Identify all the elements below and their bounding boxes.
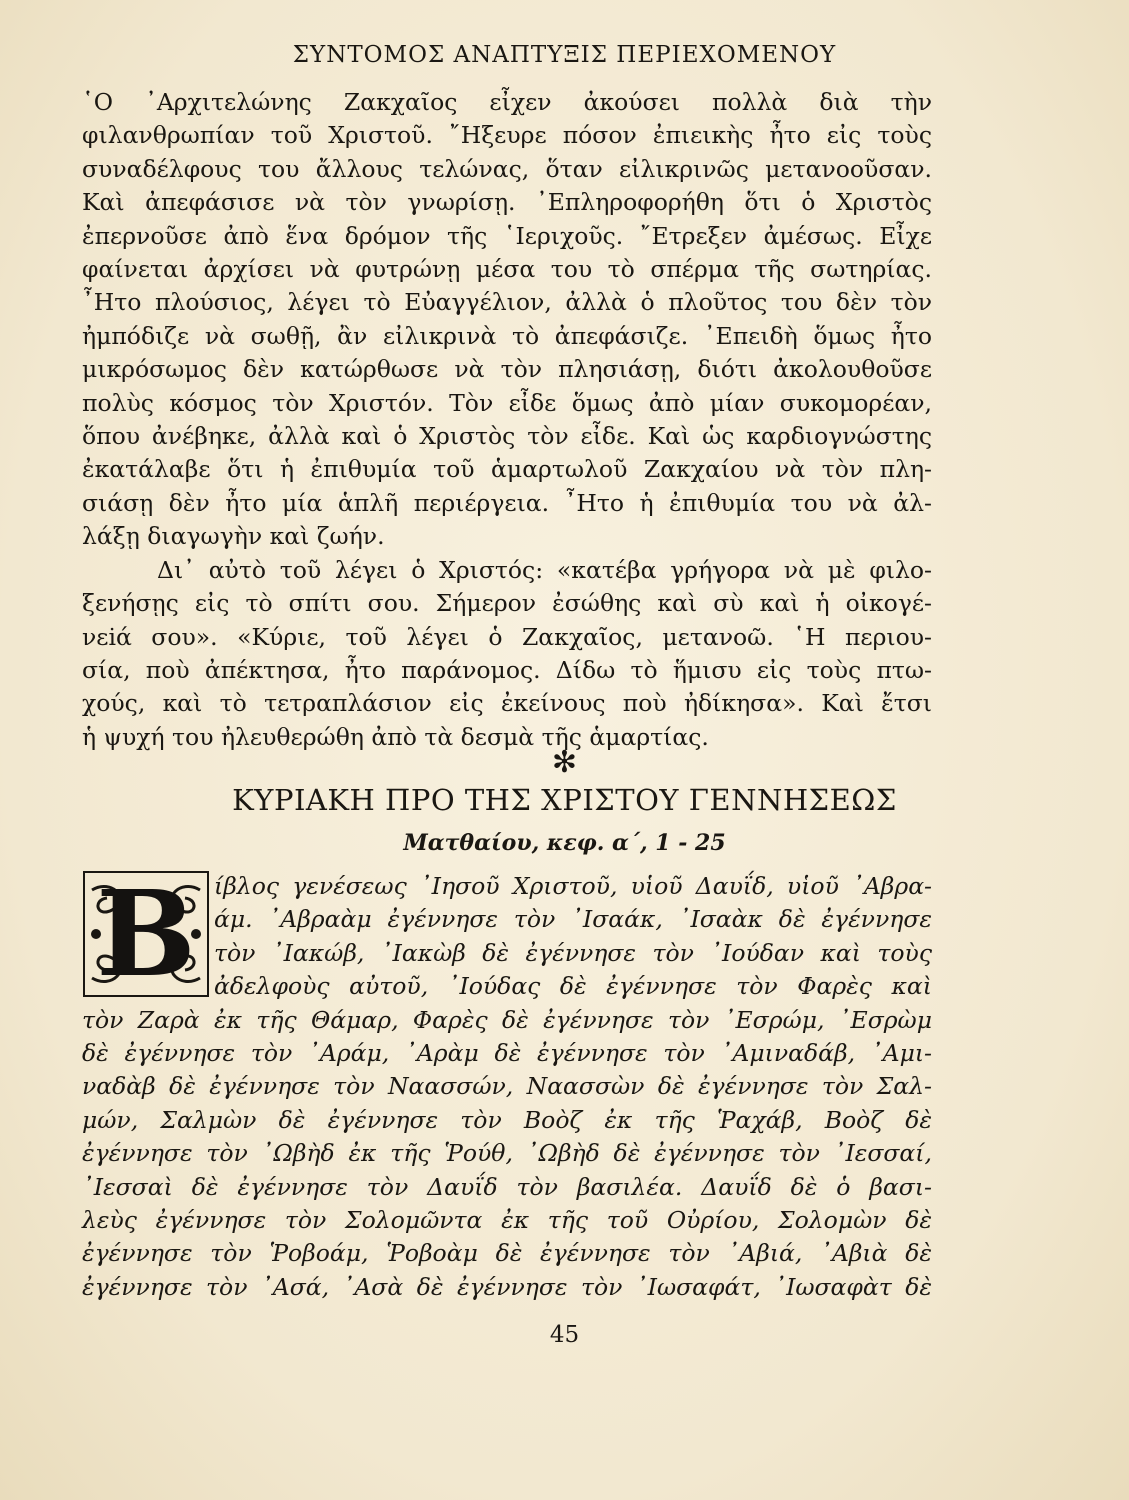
gospel-line: ᾿Ιεσσαὶ δὲ ἐγέννησε τὸν Δαυΐδ τὸν βασιλέα. Δαυΐδ δὲ ὁ βασι-	[82, 1172, 932, 1201]
body-line: φαίνεται ἀρχίσει νὰ φυτρώνῃ μέσα του τὸ σπέρμα τῆς σωτηρίας.	[82, 255, 932, 284]
section-title: ΚΥΡΙΑΚΗ ΠΡΟ ΤΗΣ ΧΡΙΣΤΟΥ ΓΕΝΝΗΣΕΩΣ	[232, 783, 897, 817]
gospel-line: λεὺς ἐγέννησε τὸν Σολομῶντα ἐκ τῆς τοῦ Οὐρίου, Σολομὼν δὲ	[82, 1206, 932, 1235]
body-line: νεiά σου». «Κύριε, τοῦ λέγει ὁ Ζακχαῖος, μετανοῶ. ῾Η περιου-	[82, 622, 932, 651]
body-line: ἡ ψυχή του ἠλευθερώθη ἀπὸ τὰ δεσμὰ τῆς ἁμαρτίας.	[82, 722, 709, 751]
gospel-line: ναδὰβ δὲ ἐγέννησε τὸν Ναασσών, Ναασσὼν δὲ ἐγέννησε τὸν Σαλ-	[82, 1072, 932, 1101]
body-line: Δι᾿ αὐτὸ τοῦ λέγει ὁ Χριστός: «κατέβα γρήγορα νὰ μὲ φιλο-	[157, 555, 932, 584]
drop-cap-letter: Β	[96, 864, 196, 1003]
body-line: συναδέλφους του ἄλλους τελώνας, ὅταν εἰλικρινῶς μετανοοῦσαν.	[82, 154, 932, 183]
body-line: ῾Ο ᾿Αρχιτελώνης Ζακχαῖος εἶχεν ἀκούσει πολλὰ διὰ τὴν	[82, 88, 932, 116]
gospel-line: τὸν Ζαρὰ ἐκ τῆς Θάμαρ, Φαρὲς δὲ ἐγέννησε τὸν ᾿Εσρώμ, ᾿Εσρὼμ	[82, 1005, 932, 1034]
gospel-line: άμ. ᾿Αβραὰμ ἐγέννησε τὸν ᾿Ισαάκ, ᾿Ισαὰκ δὲ ἐγέννησε	[214, 905, 932, 934]
body-line: σιάσῃ δὲν ἦτο μία ἁπλῆ περιέργεια. ῏Ητο ἡ ἐπιθυμία του νὰ ἀλ-	[82, 488, 932, 517]
gospel-line: ίβλος γενέσεως ᾿Ιησοῦ Χριστοῦ, υἱοῦ Δαυΐδ, υἱοῦ ᾿Αβρα-	[214, 872, 932, 900]
body-line: ἠμπόδιζε νὰ σωθῇ, ἂν εἰλικρινὰ τὸ ἀπεφάσιζε. ᾿Επειδὴ ὅμως ἦτο	[82, 321, 932, 350]
body-line: ῏Ητο πλούσιος, λέγει τὸ Εὐαγγέλιον, ἀλλὰ ὁ πλοῦτος του δὲν τὸν	[82, 288, 932, 317]
running-head: ΣΥΝΤΟΜΟΣ ΑΝΑΠΤΥΞΙΣ ΠΕΡΙΕΧΟΜΕΝΟΥ	[292, 42, 837, 68]
body-line: λάξῃ διαγωγὴν καὶ ζωήν.	[82, 522, 385, 551]
body-line: χούς, καὶ τὸ τετραπλάσιον εἰς ἐκείνους ποὺ ἠδίκησα». Καὶ ἔτσι	[82, 689, 932, 718]
body-line: σία, ποὺ ἀπέκτησα, ἦτο παράνομος. Δίδω τὸ ἥμισυ εἰς τοὺς πτω-	[82, 655, 932, 684]
body-line: πολὺς κόσμος τὸν Χριστόν. Τὸν εἶδε ὅμως ἀπὸ μίαν συκομορέαν,	[82, 388, 932, 417]
body-line: ὅπου ἀνέβηκε, ἀλλὰ καὶ ὁ Χριστὸς τὸν εἶδε. Καὶ ὡς καρδιογνώστης	[82, 422, 932, 451]
body-line: μικρόσωμος δὲν κατώρθωσε νὰ τὸν πλησιάσῃ, διότι ἀκολουθοῦσε	[82, 355, 932, 384]
gospel-line: τὸν ᾿Ιακώβ, ᾿Ιακὼβ δὲ ἐγέννησε τὸν ᾿Ιούδαν καὶ τοὺς	[214, 938, 932, 967]
body-text	[82, 86, 932, 754]
body-line: ἐκατάλαβε ὅτι ἡ ἐπιθυμία τοῦ ἁμαρτωλοῦ Ζακχαίου νὰ τὸν πλη-	[82, 455, 932, 484]
gospel-line: ἐγέννησε τὸν ᾿Ασά, ᾿Ασὰ δὲ ἐγέννησε τὸν ᾿Ιωσαφάτ, ᾿Ιωσαφὰτ δὲ	[82, 1272, 932, 1301]
body-line: ἐπερνοῦσε ἀπὸ ἕνα δρόμον τῆς ῾Ιεριχοῦς. ῎Ετρεξεν ἀμέσως. Εἶχε	[82, 221, 932, 250]
gospel-line: μών, Σαλμὼν δὲ ἐγέννησε τὸν Βοὸζ ἐκ τῆς Ῥαχάβ, Βοὸζ δὲ	[82, 1105, 932, 1134]
gospel-line: δὲ ἐγέννησε τὸν ᾿Αράμ, ᾿Αρὰμ δὲ ἐγέννησε τὸν ᾿Αμιναδάβ, ᾿Αμι-	[82, 1039, 932, 1068]
gospel-line: ἀδελφοὺς αὐτοῦ, ᾿Ιούδας δὲ ἐγέννησε τὸν Φαρὲς καὶ	[214, 972, 932, 1001]
body-line: ξενήσῃς εἰς τὸ σπίτι σου. Σήμερον ἐσώθης καὶ σὺ καὶ ἡ οἰκογέ-	[82, 589, 932, 618]
gospel-line: ἐγέννησε τὸν ᾿Ωβὴδ ἐκ τῆς Ῥούθ, ᾿Ωβὴδ δὲ ἐγέννησε τὸν ᾿Ιεσσαί,	[82, 1139, 932, 1168]
gospel-text	[82, 864, 932, 1304]
body-line: φιλανθρωπίαν τοῦ Χριστοῦ. ῎Ηξευρε πόσον ἐπιεικὴς ἦτο εἰς τοὺς	[82, 121, 932, 150]
page-number: 45	[549, 1322, 580, 1348]
gospel-line: ἐγέννησε τὸν Ῥοβοάμ, Ῥοβοὰμ δὲ ἐγέννησε τὸν ᾿Αβιά, ᾿Αβιὰ δὲ	[82, 1239, 932, 1268]
body-line: Καὶ ἀπεφάσισε νὰ τὸν γνωρίσῃ. ᾿Επληροφορήθη ὅτι ὁ Χριστὸς	[82, 188, 932, 217]
scripture-reference: Ματθαίου, κεφ. α΄, 1 - 25	[403, 830, 726, 856]
ornament-divider: ✻	[551, 745, 578, 780]
